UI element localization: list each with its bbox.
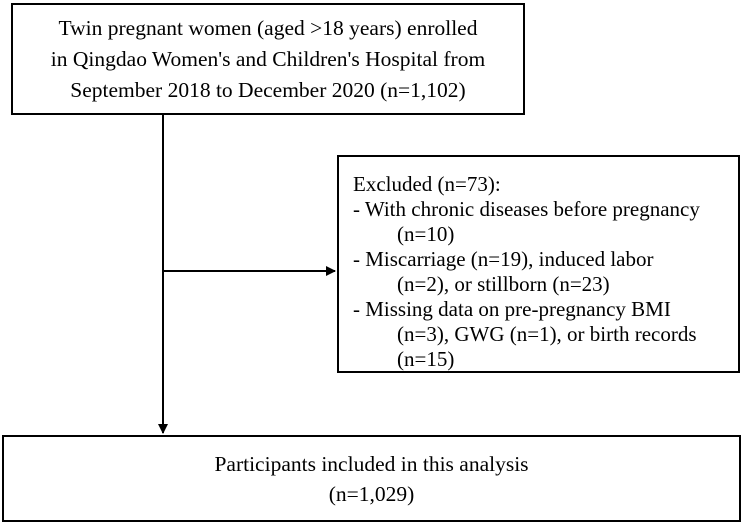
enrolled-line: September 2018 to December 2020 (n=1,102) bbox=[70, 77, 466, 102]
included-line: Participants included in this analysis bbox=[214, 451, 529, 476]
excluded-item-chronic-cont: (n=10) bbox=[397, 222, 455, 246]
enrolled-line: Twin pregnant women (aged >18 years) enrolled bbox=[58, 15, 478, 40]
enrolled-line: in Qingdao Women's and Children's Hospital from bbox=[50, 46, 486, 71]
included-count: (n=1,029) bbox=[328, 481, 415, 506]
excluded-item-chronic: - With chronic diseases before pregnancy bbox=[353, 197, 700, 221]
excluded-item-missing-data-cont: (n=3), GWG (n=1), or birth records bbox=[397, 322, 697, 346]
excluded-title: Excluded (n=73): bbox=[353, 172, 501, 196]
excluded-item-missing-data: - Missing data on pre-pregnancy BMI bbox=[353, 297, 671, 321]
excluded-item-pregnancy-loss: - Miscarriage (n=19), induced labor bbox=[353, 247, 654, 271]
included-box bbox=[2, 435, 741, 522]
excluded-box bbox=[337, 155, 740, 373]
excluded-item-pregnancy-loss-cont: (n=2), or stillborn (n=23) bbox=[397, 272, 610, 296]
enrolled-box bbox=[11, 3, 525, 115]
excluded-item-missing-data-cont: (n=15) bbox=[397, 347, 455, 371]
